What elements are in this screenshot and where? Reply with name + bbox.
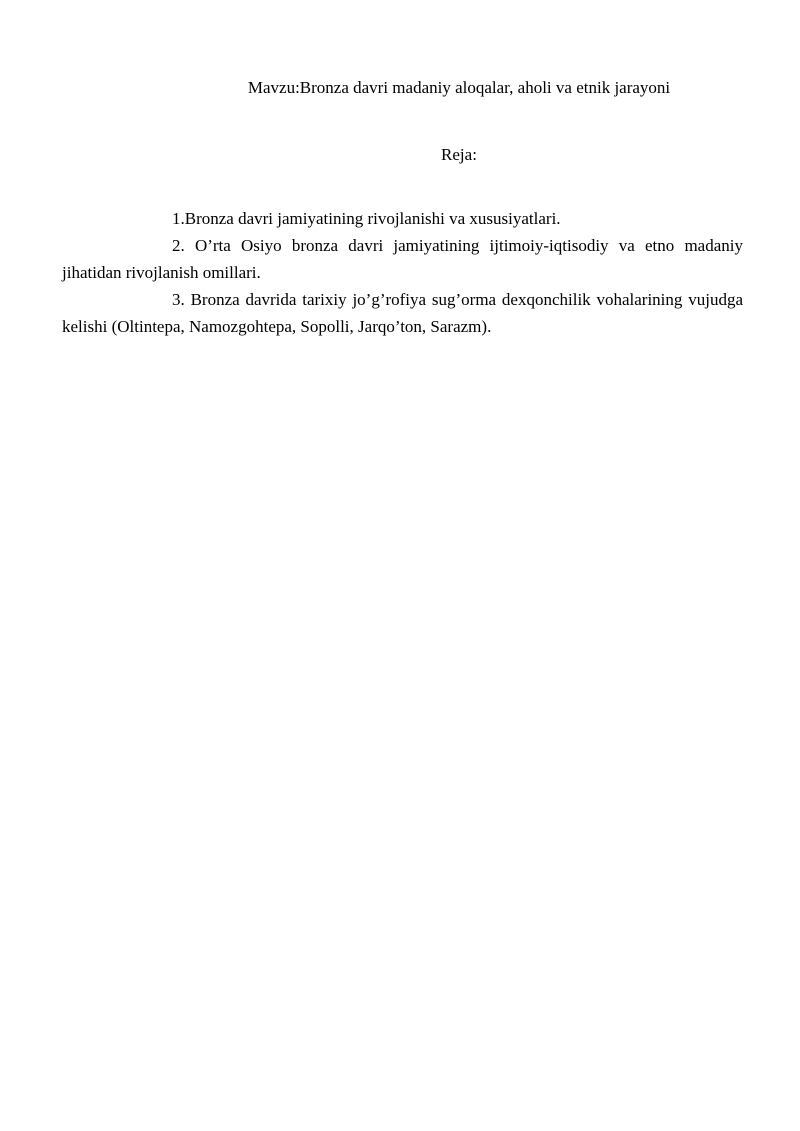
plan-item-3: 3. Bronza davrida tarixiy jo’g’rofiya sug’orma dexqonchilik vohalarining vujudga kelishi (Oltintepa, Namozgohtepa, Sopolli, Jarqo’ton, Sarazm). [62,290,743,336]
plan-heading: Reja: [441,145,477,164]
plan-list [62,205,743,340]
document-title: Mavzu:Bronza davri madaniy aloqalar, aholi va etnik jarayoni [247,78,671,97]
plan-item-2: 2. O’rta Osiyo bronza davri jamiyatining ijtimoiy-iqtisodiy va etno madaniy jihatidan rivojlanish omillari. [62,236,743,282]
plan-item-1: 1.Bronza davri jamiyatining rivojlanishi va xususiyatlari. [172,209,561,228]
